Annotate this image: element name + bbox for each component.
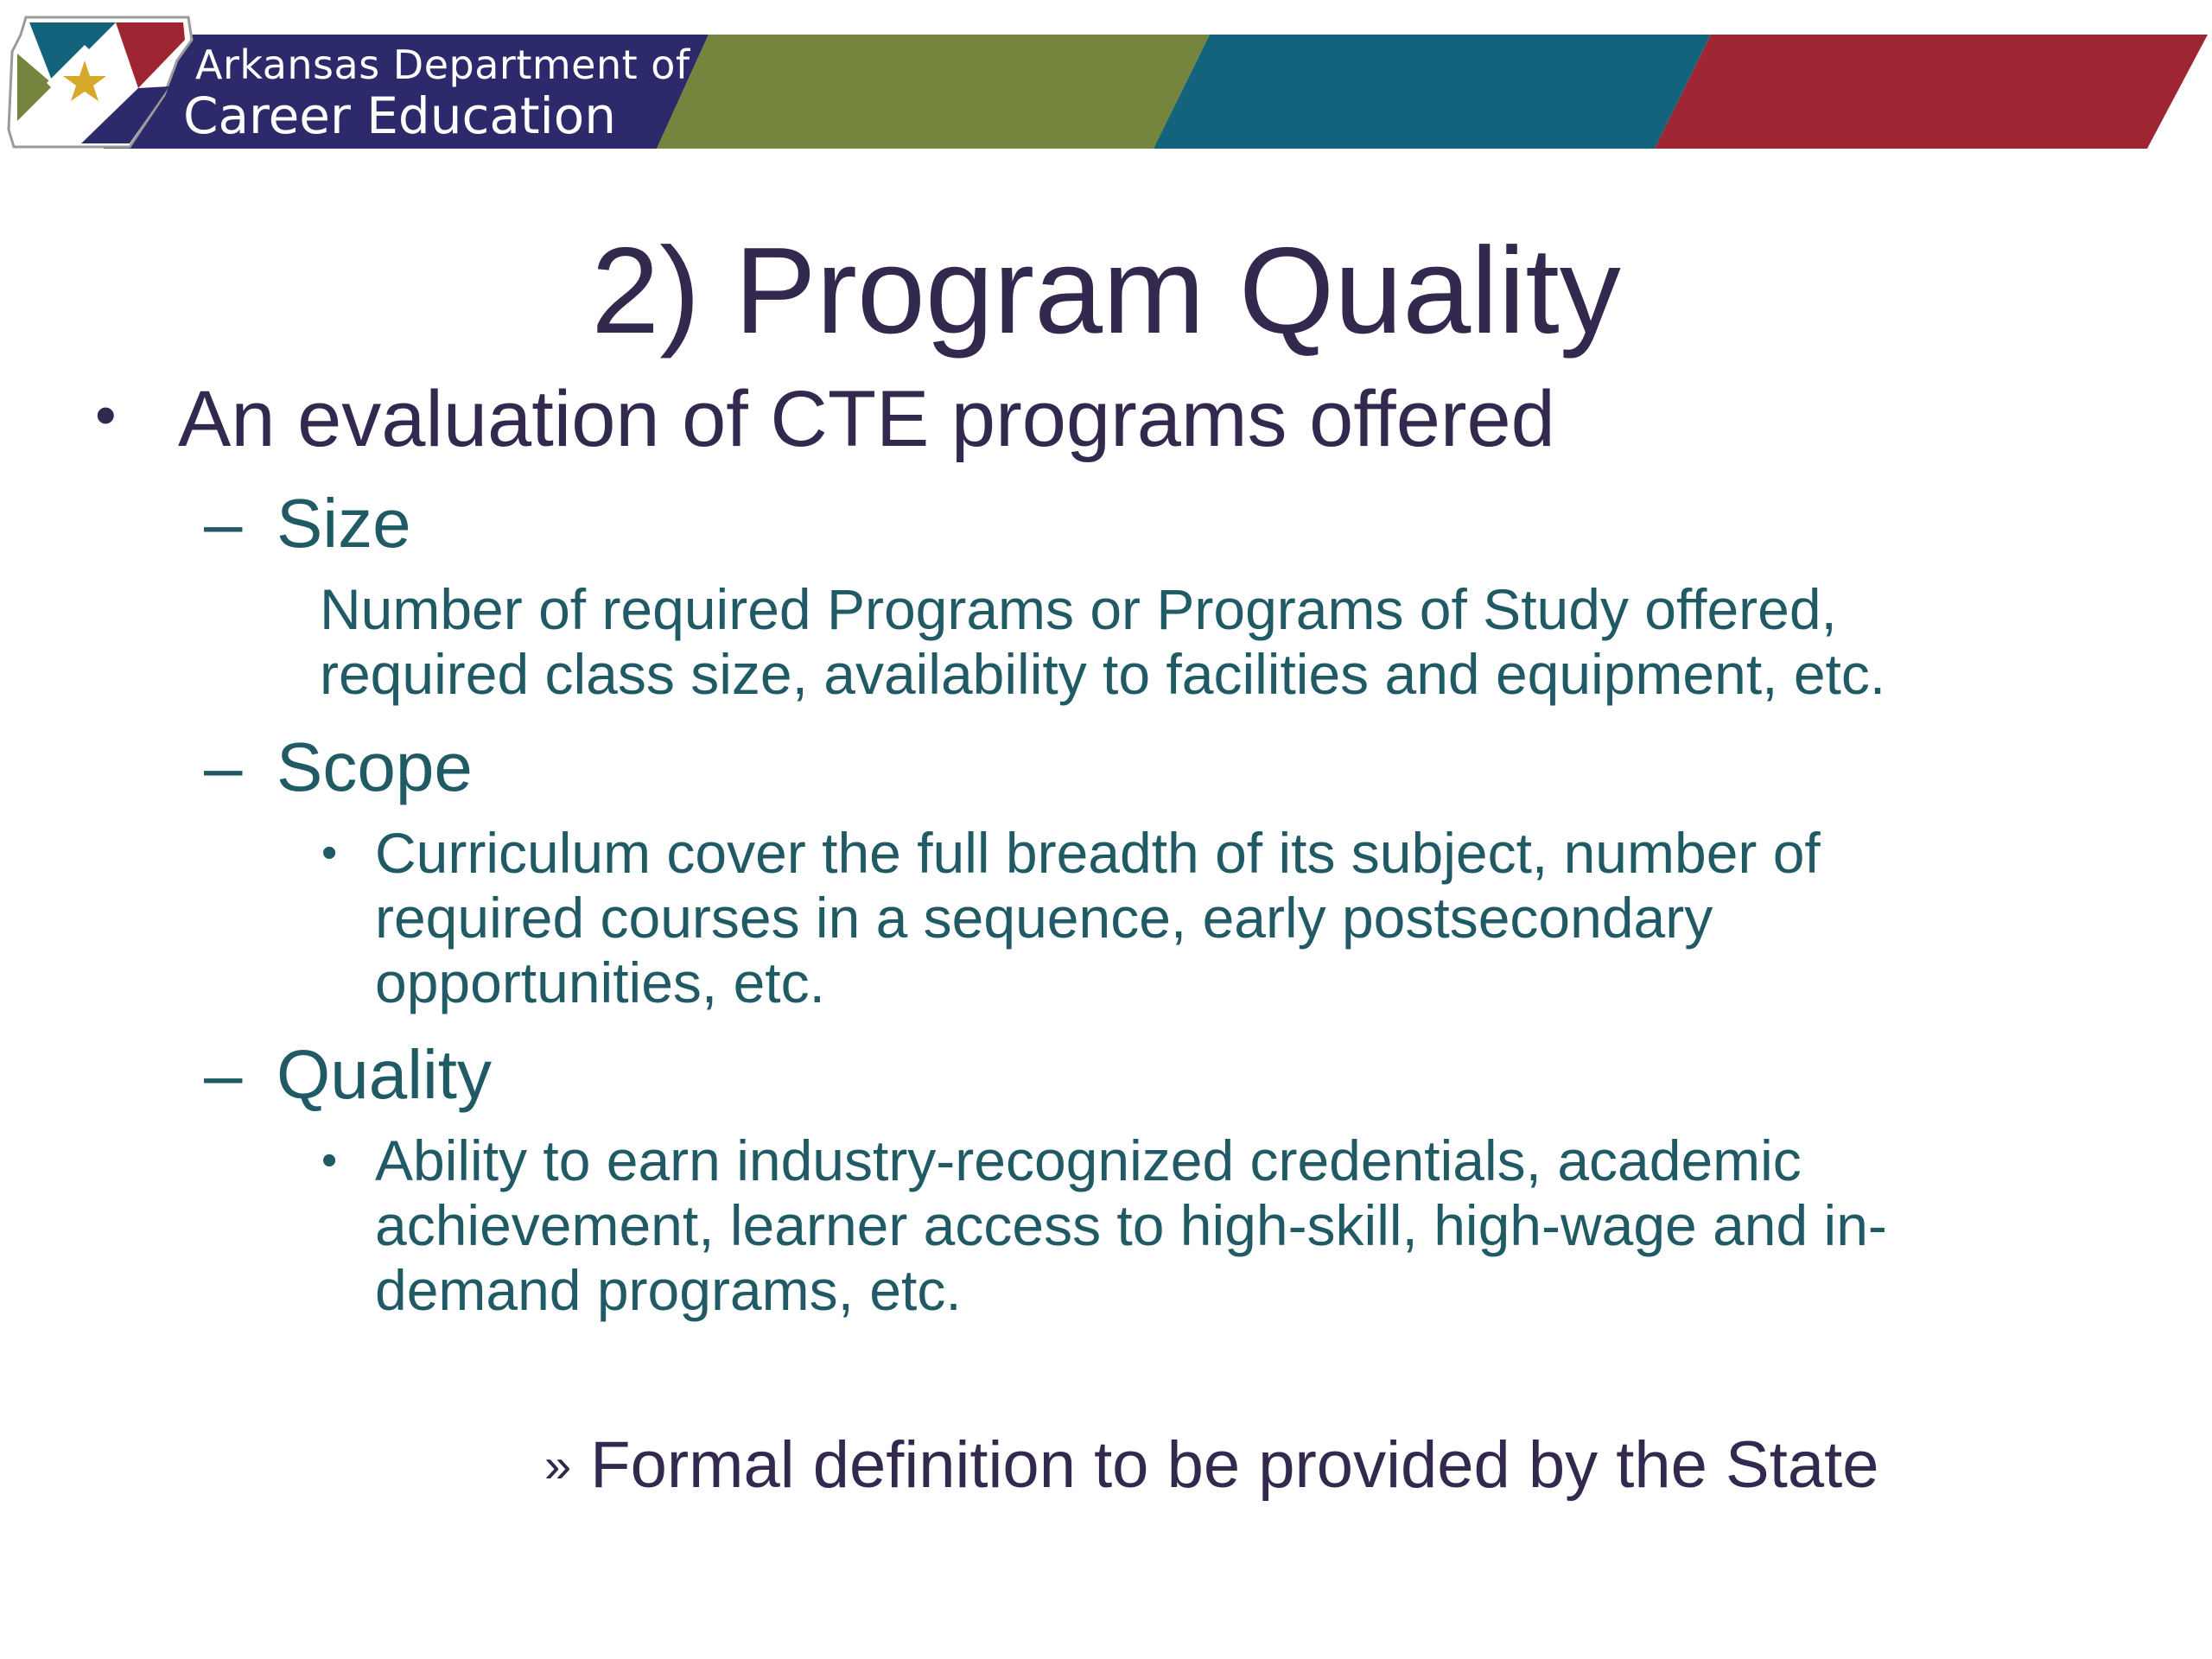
body-line: opportunities, etc. xyxy=(375,950,825,1014)
body-line: required courses in a sequence, early postsecondary xyxy=(375,886,1713,950)
body-line: achievement, learner access to high-skill, high-wage and in- xyxy=(375,1193,1887,1257)
bullet-marker: • xyxy=(95,381,117,448)
body-line: Curriculum cover the full breadth of its subject, number of xyxy=(375,821,1821,885)
body-line: Ability to earn industry-recognized credentials, academic xyxy=(375,1128,1802,1192)
dash-marker: – xyxy=(204,728,243,805)
section-heading-text: Size xyxy=(276,485,411,562)
dash-marker: – xyxy=(204,485,243,562)
section-body-quality xyxy=(321,1128,1887,1323)
bullet-marker: • xyxy=(321,828,338,878)
dash-marker: – xyxy=(204,1036,243,1113)
footnote-text: Formal definition to be provided by the State xyxy=(590,1428,1879,1502)
header-banner xyxy=(0,0,2212,156)
bullet-marker: • xyxy=(321,1135,338,1185)
slide-title: 2) Program Quality xyxy=(591,222,1621,359)
section-heading-text: Quality xyxy=(276,1036,492,1113)
section-body-scope xyxy=(321,821,1821,1015)
body-line: required class size, availability to facilities and equipment, etc. xyxy=(320,642,1886,706)
section-heading-quality xyxy=(204,1033,492,1116)
banner-stripe-teal xyxy=(1154,35,1711,149)
body-line: demand programs, etc. xyxy=(375,1258,962,1322)
org-name-line1: Arkansas Department of xyxy=(195,41,690,88)
main-bullet-text: An evaluation of CTE programs offered xyxy=(178,375,1555,463)
section-heading-size xyxy=(204,482,411,565)
banner-stripe-red xyxy=(1655,35,2208,149)
section-heading-text: Scope xyxy=(276,728,473,805)
chevron-marker: » xyxy=(544,1438,572,1492)
section-body-size xyxy=(320,577,1885,707)
org-name-line2: Career Education xyxy=(183,86,617,145)
footnote xyxy=(544,1426,1878,1504)
banner-stripe-olive xyxy=(657,35,1210,149)
body-line: Number of required Programs or Programs of Study offered, xyxy=(320,577,1837,641)
main-bullet xyxy=(95,372,1555,467)
section-heading-scope xyxy=(204,726,473,809)
